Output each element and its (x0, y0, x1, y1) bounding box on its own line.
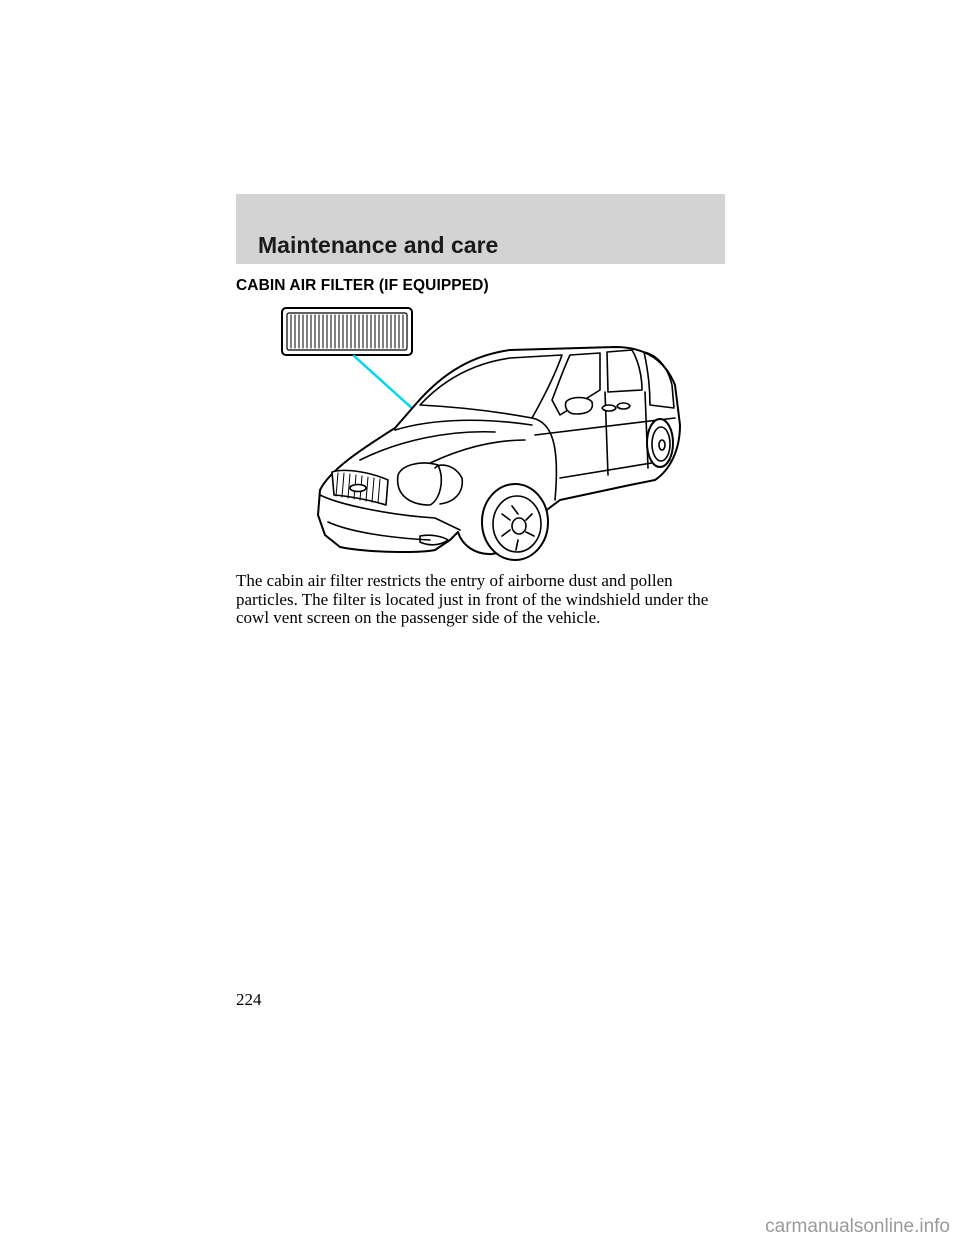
page-number: 224 (236, 990, 262, 1009)
filter-element-icon (282, 308, 412, 355)
minivan-icon (318, 347, 680, 560)
body-line-1: The cabin air filter restricts the entry of airborne dust and pollen (236, 571, 673, 590)
body-line-2: particles. The filter is located just in front of the windshield under the (236, 589, 709, 609)
footer-watermark: carmanualsonline.info (765, 1216, 950, 1237)
section-heading: CABIN AIR FILTER (IF EQUIPPED) (236, 277, 489, 294)
page-title: Maintenance and care (258, 232, 499, 258)
body-line-3: cowl vent screen on the passenger side of the vehicle. (236, 608, 601, 627)
cabin-air-filter-illustration (270, 300, 690, 570)
body-paragraph (236, 572, 736, 628)
